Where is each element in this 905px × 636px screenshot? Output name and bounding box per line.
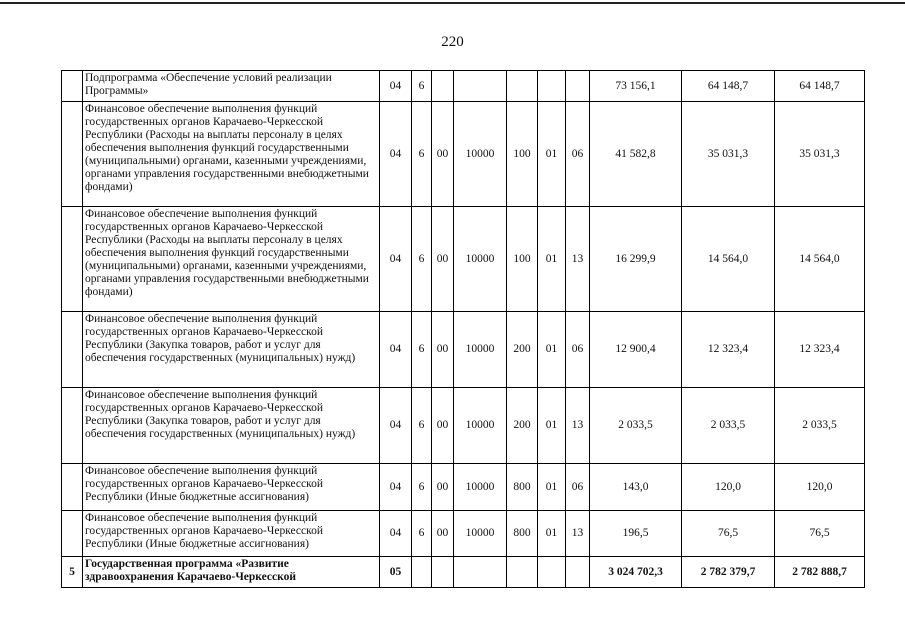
code-cell: 10000 [454,511,507,557]
code-cell: 100 [507,102,538,207]
amount-cell: 120,0 [682,464,775,511]
amount-cell: 41 582,8 [590,102,682,207]
row-description: Финансовое обеспечение выполнения функций государственных органов Карачаево-Черкесской Республики (Иные бюджетные ассигнования) [83,511,380,557]
code-cell [507,557,538,588]
amount-cell: 12 323,4 [682,312,775,388]
code-cell: 04 [380,312,412,388]
amount-cell: 120,0 [775,464,865,511]
amount-cell: 35 031,3 [682,102,775,207]
code-cell: 01 [538,464,566,511]
table-row [62,207,865,312]
amount-cell: 64 148,7 [775,71,865,102]
table-row [62,557,865,588]
table-row [62,464,865,511]
row-number [62,207,83,312]
table-row [62,388,865,464]
code-cell: 04 [380,388,412,464]
code-cell [412,557,432,588]
row-number [62,464,83,511]
amount-cell: 143,0 [590,464,682,511]
code-cell [566,557,590,588]
code-cell: 13 [566,207,590,312]
code-cell: 00 [432,511,454,557]
table-row [62,71,865,102]
code-cell: 00 [432,388,454,464]
amount-cell: 2 782 888,7 [775,557,865,588]
code-cell: 01 [538,388,566,464]
amount-cell: 16 299,9 [590,207,682,312]
code-cell [538,71,566,102]
amount-cell: 73 156,1 [590,71,682,102]
code-cell [454,71,507,102]
row-description: Финансовое обеспечение выполнения функций государственных органов Карачаево-Черкесской Республики (Расходы на выплаты персоналу в целях обеспечения выполнения функций государственными (муниципальными) органами, казенными учреждениями, органами управления государственными внебюджетными фондами) [83,102,380,207]
code-cell: 00 [432,312,454,388]
code-cell: 800 [507,464,538,511]
amount-cell: 12 323,4 [775,312,865,388]
code-cell [454,557,507,588]
code-cell: 04 [380,102,412,207]
code-cell: 06 [566,464,590,511]
code-cell: 13 [566,388,590,464]
row-description: Финансовое обеспечение выполнения функций государственных органов Карачаево-Черкесской Республики (Иные бюджетные ассигнования) [83,464,380,511]
code-cell: 05 [380,557,412,588]
amount-cell: 3 024 702,3 [590,557,682,588]
code-cell: 04 [380,71,412,102]
code-cell: 00 [432,464,454,511]
row-description: Финансовое обеспечение выполнения функций государственных органов Карачаево-Черкесской Республики (Расходы на выплаты персоналу в целях обеспечения выполнения функций государственными (муниципальными) органами, казенными учреждениями, органами управления государственными внебюджетными фондами) [83,207,380,312]
amount-cell: 64 148,7 [682,71,775,102]
code-cell: 00 [432,207,454,312]
table-row [62,102,865,207]
code-cell [538,557,566,588]
code-cell: 6 [412,71,432,102]
amount-cell: 12 900,4 [590,312,682,388]
code-cell: 10000 [454,312,507,388]
amount-cell: 2 033,5 [682,388,775,464]
code-cell: 6 [412,312,432,388]
code-cell: 100 [507,207,538,312]
row-number [62,511,83,557]
budget-table [61,70,865,588]
amount-cell: 76,5 [775,511,865,557]
code-cell: 200 [507,388,538,464]
row-number [62,71,83,102]
code-cell: 10000 [454,102,507,207]
amount-cell: 196,5 [590,511,682,557]
code-cell: 13 [566,511,590,557]
table-row [62,511,865,557]
row-number [62,312,83,388]
amount-cell: 35 031,3 [775,102,865,207]
amount-cell: 14 564,0 [775,207,865,312]
amount-cell: 14 564,0 [682,207,775,312]
row-description: Государственная программа «Развитие здравоохранения Карачаево-Черкесской [83,557,380,588]
code-cell: 800 [507,511,538,557]
code-cell: 01 [538,511,566,557]
code-cell [432,71,454,102]
amount-cell: 2 033,5 [590,388,682,464]
code-cell: 04 [380,511,412,557]
row-number [62,388,83,464]
row-number: 5 [62,557,83,588]
page-number: 220 [441,34,464,50]
code-cell [566,71,590,102]
code-cell: 01 [538,102,566,207]
code-cell: 6 [412,464,432,511]
code-cell: 06 [566,312,590,388]
code-cell [432,557,454,588]
code-cell: 01 [538,207,566,312]
code-cell: 04 [380,464,412,511]
code-cell: 10000 [454,388,507,464]
row-description: Подпрограмма «Обеспечение условий реализации Программы» [83,71,380,102]
code-cell: 10000 [454,207,507,312]
code-cell: 6 [412,511,432,557]
code-cell: 6 [412,388,432,464]
code-cell: 00 [432,102,454,207]
table-row [62,312,865,388]
code-cell: 6 [412,207,432,312]
amount-cell: 2 033,5 [775,388,865,464]
code-cell: 04 [380,207,412,312]
amount-cell: 76,5 [682,511,775,557]
code-cell: 6 [412,102,432,207]
row-description: Финансовое обеспечение выполнения функций государственных органов Карачаево-Черкесской Республики (Закупка товаров, работ и услуг для обеспечения государственных (муниципальных) нужд) [83,388,380,464]
code-cell: 06 [566,102,590,207]
row-number [62,102,83,207]
row-description: Финансовое обеспечение выполнения функций государственных органов Карачаево-Черкесской Республики (Закупка товаров, работ и услуг для обеспечения государственных (муниципальных) нужд) [83,312,380,388]
code-cell: 200 [507,312,538,388]
code-cell [507,71,538,102]
code-cell: 10000 [454,464,507,511]
top-rule [0,2,905,4]
amount-cell: 2 782 379,7 [682,557,775,588]
code-cell: 01 [538,312,566,388]
